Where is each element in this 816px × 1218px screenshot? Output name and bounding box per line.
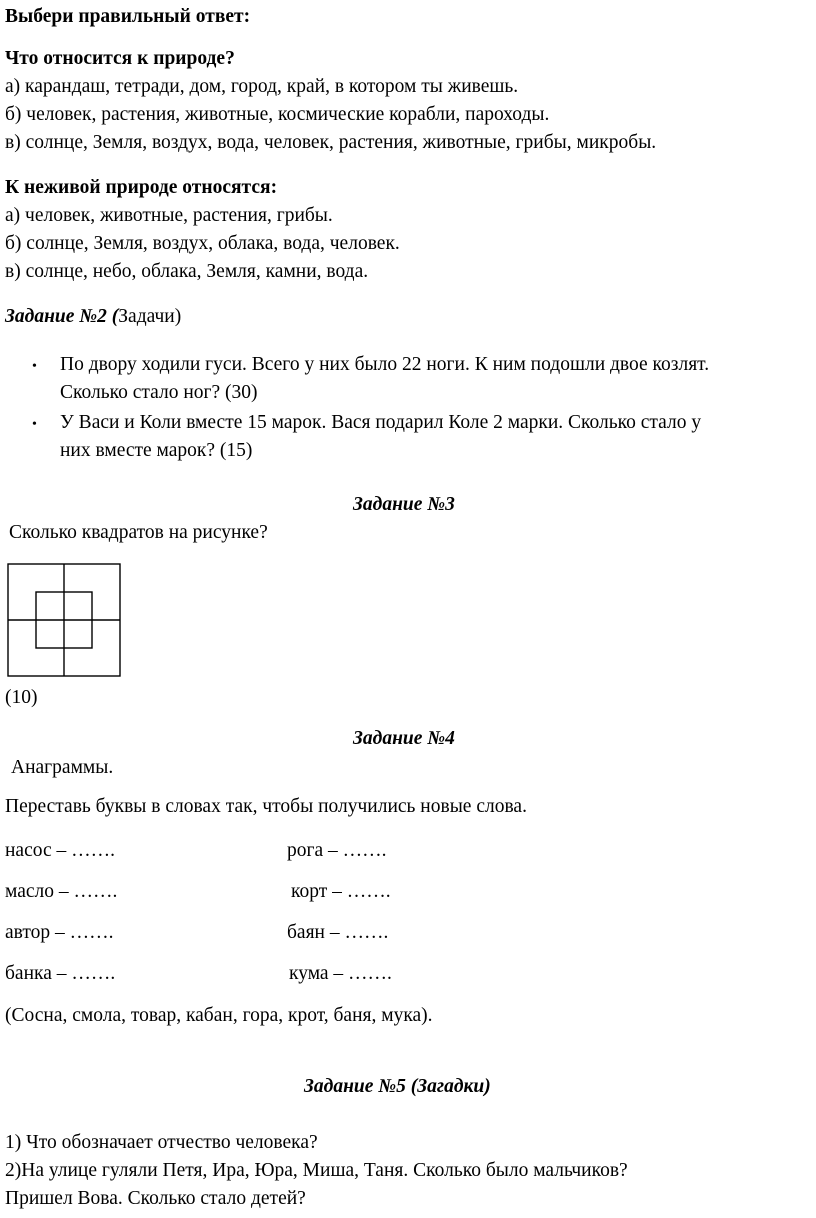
task-3-question: Сколько квадратов на рисунке? [9,522,268,543]
question-1-option-a: а) карандаш, тетради, дом, город, край, в котором ты живешь. [5,76,519,97]
anagram-right-4: кума – ……. [289,963,392,984]
question-1-option-b: б) человек, растения, животные, космические корабли, пароходы. [5,104,550,125]
question-2-option-c: в) солнце, небо, облака, Земля, камни, вода. [5,261,369,282]
task-4-title: Задание №4 [353,728,455,749]
riddle-2-continued: Пришел Вова. Сколько стало детей? [5,1188,306,1209]
anagram-right-2: корт – ……. [291,881,391,902]
anagram-left-1: насос – ……. [5,840,116,861]
task-2-problem-2-line-2: них вместе марок? (15) [60,440,253,461]
anagram-left-3: автор – ……. [5,922,114,943]
question-2-option-a: а) человек, животные, растения, грибы. [5,205,333,226]
squares-figure [0,556,130,680]
instruction-heading: Выбери правильный ответ: [5,6,251,27]
task-2-problem-1-line-1: По двору ходили гуси. Всего у них было 22 ноги. К ним подошли двое козлят. [60,354,710,375]
task-2-title-rest: Задачи) [118,306,182,327]
task-3-title: Задание №3 [353,494,455,515]
question-2-option-b: б) солнце, Земля, воздух, облака, вода, человек. [5,233,400,254]
anagram-right-3: баян – ……. [287,922,389,943]
task-3-answer: (10) [5,687,38,708]
anagram-right-1: рога – ……. [287,840,387,861]
riddle-1: 1) Что обозначает отчество человека? [5,1132,318,1153]
question-1-heading: Что относится к природе? [5,48,235,69]
anagram-answers: (Сосна, смола, товар, кабан, гора, крот, баня, мука). [5,1005,433,1026]
anagram-left-4: банка – ……. [5,963,116,984]
bullet-icon: • [32,417,37,432]
task-2-title-bold: Задание №2 ( [5,306,119,327]
bullet-icon: • [32,359,37,374]
question-2-heading: К неживой природе относятся: [5,177,278,198]
anagram-left-2: масло – ……. [5,881,118,902]
task-2-problem-2-line-1: У Васи и Коли вместе 15 марок. Вася подарил Коле 2 марки. Сколько стало у [60,412,702,433]
question-1-option-c: в) солнце, Земля, воздух, вода, человек, растения, животные, грибы, микробы. [5,132,657,153]
task-4-instruction: Переставь буквы в словах так, чтобы получились новые слова. [5,796,527,817]
task-2-title [5,307,181,327]
riddle-2: 2)На улице гуляли Петя, Ира, Юра, Миша, Таня. Сколько было мальчиков? [5,1160,628,1181]
task-4-subtitle: Анаграммы. [11,757,114,778]
task-2-problem-1-line-2: Сколько стало ног? (30) [60,382,258,403]
task-5-title: Задание №5 (Загадки) [304,1076,491,1097]
